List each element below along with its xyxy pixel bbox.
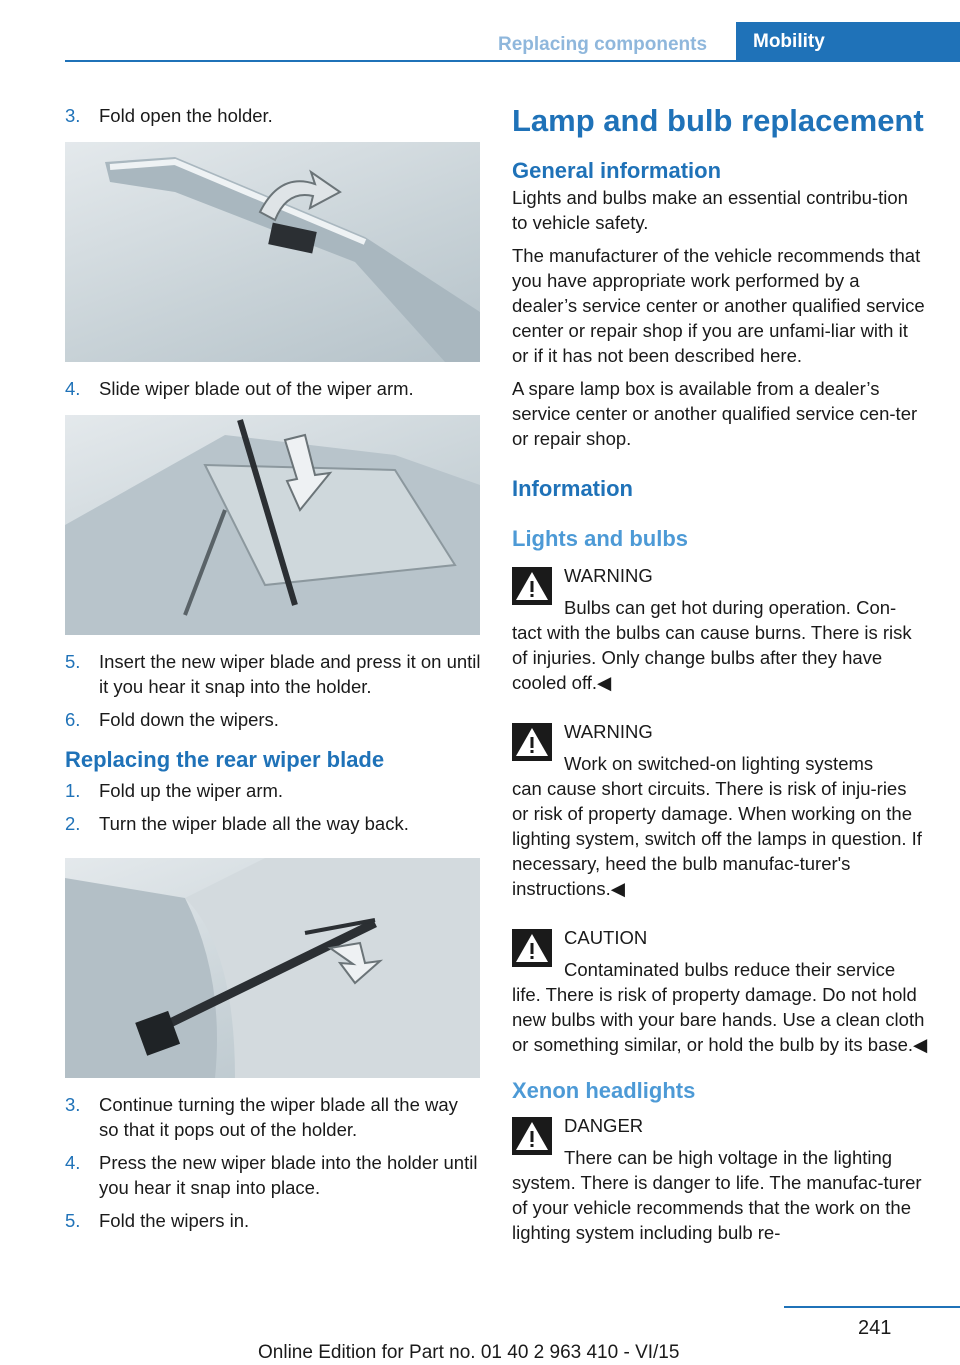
notice-label: WARNING: [564, 565, 653, 586]
step-text: Fold open the holder.: [99, 105, 273, 126]
notice-text-rest: can cause short circuits. There is risk of inju‐ries or risk of property damage. When working on the lighting system, switch off the lamps in question. If necessary, heed the bulb manufac‐turer's instructions.◀: [512, 778, 922, 899]
warning-notice: [512, 563, 928, 695]
illustration-rear-wiper-arm: [65, 858, 480, 1078]
step-number: 5.: [65, 1210, 81, 1231]
header-rule: [65, 60, 960, 62]
warning-notice: [512, 925, 928, 1057]
illustration-holder-fold-open: [65, 142, 480, 362]
step-text: Slide wiper blade out of the wiper arm.: [99, 378, 414, 399]
left-column: [65, 103, 481, 1233]
danger-text-first: There can be high voltage in the lighting: [564, 1147, 893, 1168]
step-list: [65, 778, 481, 836]
step-item: [65, 103, 481, 128]
warning-notice: [512, 719, 928, 901]
step-number: 3.: [65, 1094, 81, 1115]
notice-label: CAUTION: [564, 927, 648, 948]
danger-text-rest: system. There is danger to life. The manufac‐turer of your vehicle recommends that the work on the lighting system including bulb re‐: [512, 1172, 922, 1243]
step-list: [65, 376, 481, 401]
step-list: [65, 649, 481, 732]
notice-text-first: Bulbs can get hot during operation. Con‐: [564, 597, 897, 618]
information-heading: Information: [512, 476, 633, 501]
general-paragraph-2: The manufacturer of the vehicle recommends that you have appropriate work performed by a dealer’s service center or another qualified service center or repair shop if you are unfami‐liar with it or if it has not been described here.: [512, 245, 925, 366]
step-text: Fold up the wiper arm.: [99, 780, 284, 801]
danger-label: DANGER: [564, 1115, 644, 1136]
step-text: Turn the wiper blade all the way back.: [99, 813, 409, 834]
danger-icon: [512, 1117, 552, 1155]
step-list: [65, 103, 481, 128]
step-number: 1.: [65, 780, 81, 801]
notice-text-rest: life. There is risk of property damage. Do not hold new bulbs with your bare hands. Use a clean cloth or something similar, or hold the bulb by its base.◀: [512, 984, 928, 1055]
step-item: [65, 811, 481, 836]
warning-list: [512, 563, 928, 1057]
footer-rule: [784, 1306, 960, 1308]
notice-text-rest: tact with the bulbs can cause burns. There is risk of injuries. Only change bulbs after they have cooled off.◀: [512, 622, 912, 693]
step-number: 4.: [65, 1152, 81, 1173]
step-item: [65, 778, 481, 803]
page-number: 241: [858, 1317, 892, 1339]
step-number: 3.: [65, 105, 81, 126]
step-list: [65, 1092, 481, 1233]
step-number: 2.: [65, 813, 81, 834]
step-text: Fold the wipers in.: [99, 1210, 250, 1231]
notice-text-first: Work on switched-on lighting systems: [564, 753, 874, 774]
step-item: [65, 707, 481, 732]
warning-icon: [512, 567, 552, 605]
step-item: [65, 649, 481, 699]
general-paragraph-3: A spare lamp box is available from a dealer’s service center or another qualified service cen‐ter or repair shop.: [512, 378, 918, 449]
step-item: [65, 1092, 481, 1142]
notice-text-first: Contaminated bulbs reduce their service: [564, 959, 896, 980]
rear-wiper-heading: Replacing the rear wiper blade: [65, 747, 385, 772]
running-header-chapter: Mobility: [736, 22, 960, 62]
right-column: [512, 103, 928, 1245]
step-number: 4.: [65, 378, 81, 399]
xenon-headlights-heading: Xenon headlights: [512, 1078, 696, 1103]
general-paragraph-1: Lights and bulbs make an essential contribu‐tion to vehicle safety.: [512, 187, 908, 233]
step-text: Fold down the wipers.: [99, 709, 279, 730]
notice-label: WARNING: [564, 721, 653, 742]
warning-icon: [512, 929, 552, 967]
step-text: Press the new wiper blade into the holder until you hear it snap into place.: [99, 1152, 478, 1198]
danger-notice: [512, 1113, 928, 1245]
lights-and-bulbs-heading: Lights and bulbs: [512, 526, 688, 551]
illustration-wiper-blade-slide-out: [65, 415, 480, 635]
step-item: [65, 376, 481, 401]
step-item: [65, 1150, 481, 1200]
step-number: 5.: [65, 651, 81, 672]
step-text: Continue turning the wiper blade all the way so that it pops out of the holder.: [99, 1094, 458, 1140]
section-title: Lamp and bulb replacement: [512, 103, 924, 138]
step-number: 6.: [65, 709, 81, 730]
general-info-heading: General information: [512, 158, 722, 183]
step-text: Insert the new wiper blade and press it on until it you hear it snap into the holder.: [99, 651, 481, 697]
running-header-section: Replacing components: [498, 34, 708, 55]
edition-note: Online Edition for Part no. 01 40 2 963 410 - VI/15: [258, 1342, 680, 1363]
warning-icon: [512, 723, 552, 761]
step-item: [65, 1208, 481, 1233]
